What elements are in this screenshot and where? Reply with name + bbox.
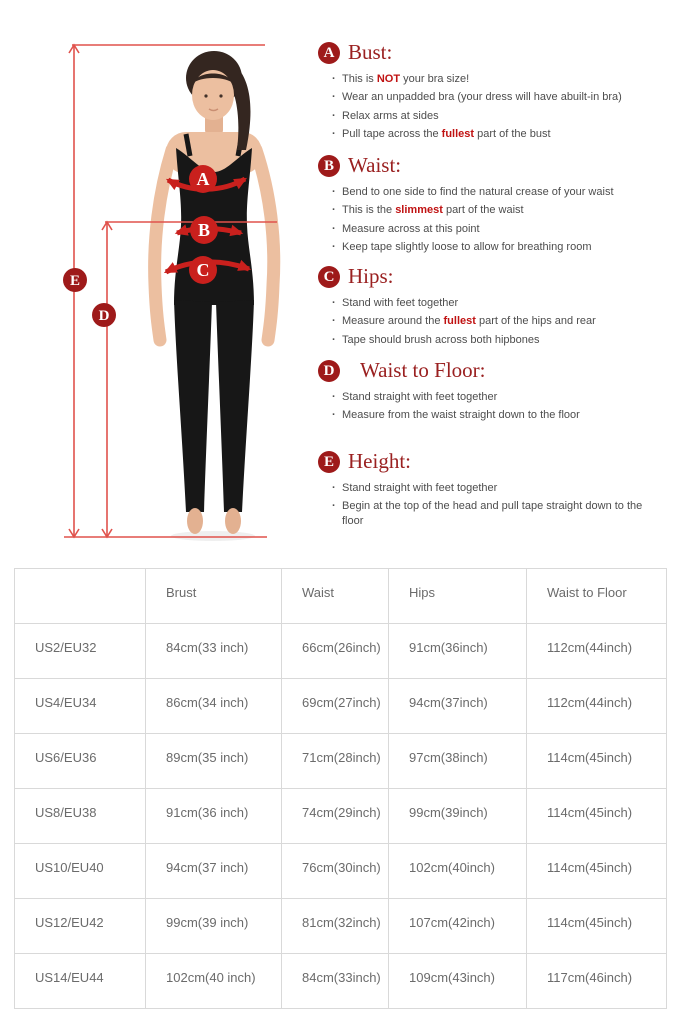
bust-cell: 86cm(34 inch) [146, 679, 282, 734]
bust-cell: 94cm(37 inch) [146, 844, 282, 899]
col-header-waist: Waist [282, 569, 389, 624]
bullet-item: · Relax arms at sides [332, 109, 663, 123]
col-header-size [15, 569, 146, 624]
size-cell: US4/EU34 [15, 679, 146, 734]
section-bust [318, 40, 663, 145]
waist-to-floor-cell: 114cm(45inch) [527, 789, 667, 844]
bullet-item: · Keep tape slightly loose to allow for breathing room [332, 240, 663, 254]
col-header-hips: Hips [389, 569, 527, 624]
size-cell: US2/EU32 [15, 624, 146, 679]
size-cell: US14/EU44 [15, 954, 146, 1009]
size-cell: US6/EU36 [15, 734, 146, 789]
section-hips [318, 264, 663, 351]
waist-to-floor-cell: 112cm(44inch) [527, 624, 667, 679]
bust-cell: 102cm(40 inch) [146, 954, 282, 1009]
table-header-row [15, 569, 667, 624]
waist-cell: 71cm(28inch) [282, 734, 389, 789]
section-title: Waist: [348, 153, 402, 177]
waist-to-floor-cell: 114cm(45inch) [527, 899, 667, 954]
col-header-bust: Brust [146, 569, 282, 624]
bust-cell: 89cm(35 inch) [146, 734, 282, 789]
hips-cell: 99cm(39inch) [389, 789, 527, 844]
bust-cell: 99cm(39 inch) [146, 899, 282, 954]
col-header-waist-to-floor: Waist to Floor [527, 569, 667, 624]
section-title: Height: [348, 449, 411, 473]
table-row [15, 624, 667, 679]
section-letter-icon: B [318, 155, 340, 177]
table-row [15, 789, 667, 844]
bust-cell: 84cm(33 inch) [146, 624, 282, 679]
bullet-item: · Measure from the waist straight down to the floor [332, 408, 663, 422]
section-title: Waist to Floor: [360, 358, 486, 382]
bullet-item: · Bend to one side to find the natural crease of your waist [332, 185, 663, 199]
hips-cell: 109cm(43inch) [389, 954, 527, 1009]
hips-cell: 91cm(36inch) [389, 624, 527, 679]
hips-cell: 102cm(40inch) [389, 844, 527, 899]
table-row [15, 679, 667, 734]
table-row [15, 844, 667, 899]
waist-to-floor-cell: 117cm(46inch) [527, 954, 667, 1009]
waist-to-floor-cell: 112cm(44inch) [527, 679, 667, 734]
waist-cell: 81cm(32inch) [282, 899, 389, 954]
size-cell: US12/EU42 [15, 899, 146, 954]
model-photo [155, 51, 274, 541]
bust-cell: 91cm(36 inch) [146, 789, 282, 844]
section-waist-to-floor [318, 358, 663, 427]
hips-cell: 107cm(42inch) [389, 899, 527, 954]
bullet-item: · Begin at the top of the head and pull tape straight down to the floor [332, 499, 663, 528]
bullet-item: · Tape should brush across both hipbones [332, 333, 663, 347]
bullet-item: · Pull tape across the fullest part of the bust [332, 127, 663, 141]
section-height [318, 449, 663, 532]
bullet-item: · This is NOT your bra size! [332, 72, 663, 86]
hips-cell: 94cm(37inch) [389, 679, 527, 734]
section-letter-icon: D [318, 360, 340, 382]
size-cell: US8/EU38 [15, 789, 146, 844]
table-row [15, 734, 667, 789]
waist-cell: 84cm(33inch) [282, 954, 389, 1009]
bullet-item: · Wear an unpadded bra (your dress will have abuilt-in bra) [332, 90, 663, 104]
hips-label-c: C [196, 260, 210, 280]
section-letter-icon: C [318, 266, 340, 288]
hips-cell: 97cm(38inch) [389, 734, 527, 789]
bust-label-a: A [196, 169, 210, 189]
section-letter-icon: E [318, 451, 340, 473]
bullet-item: · Stand straight with feet together [332, 390, 663, 404]
table-row [15, 899, 667, 954]
size-chart-table [14, 568, 667, 1009]
bullet-item: · Measure across at this point [332, 222, 663, 236]
section-letter-icon: A [318, 42, 340, 64]
section-waist [318, 153, 663, 258]
waist-cell: 76cm(30inch) [282, 844, 389, 899]
bullet-item: · Stand with feet together [332, 296, 663, 310]
waist-label-b: B [197, 220, 211, 240]
height-label-e: E [69, 273, 81, 289]
section-title: Bust: [348, 40, 393, 64]
waist-cell: 66cm(26inch) [282, 624, 389, 679]
waist-to-floor-cell: 114cm(45inch) [527, 734, 667, 789]
section-title: Hips: [348, 264, 394, 288]
waist-to-floor-label-d: D [98, 308, 110, 324]
waist-cell: 74cm(29inch) [282, 789, 389, 844]
size-cell: US10/EU40 [15, 844, 146, 899]
table-row [15, 954, 667, 1009]
waist-cell: 69cm(27inch) [282, 679, 389, 734]
waist-to-floor-cell: 114cm(45inch) [527, 844, 667, 899]
bullet-item: · Stand straight with feet together [332, 481, 663, 495]
bullet-item: · This is the slimmest part of the waist [332, 203, 663, 217]
bullet-item: · Measure around the fullest part of the hips and rear [332, 314, 663, 328]
